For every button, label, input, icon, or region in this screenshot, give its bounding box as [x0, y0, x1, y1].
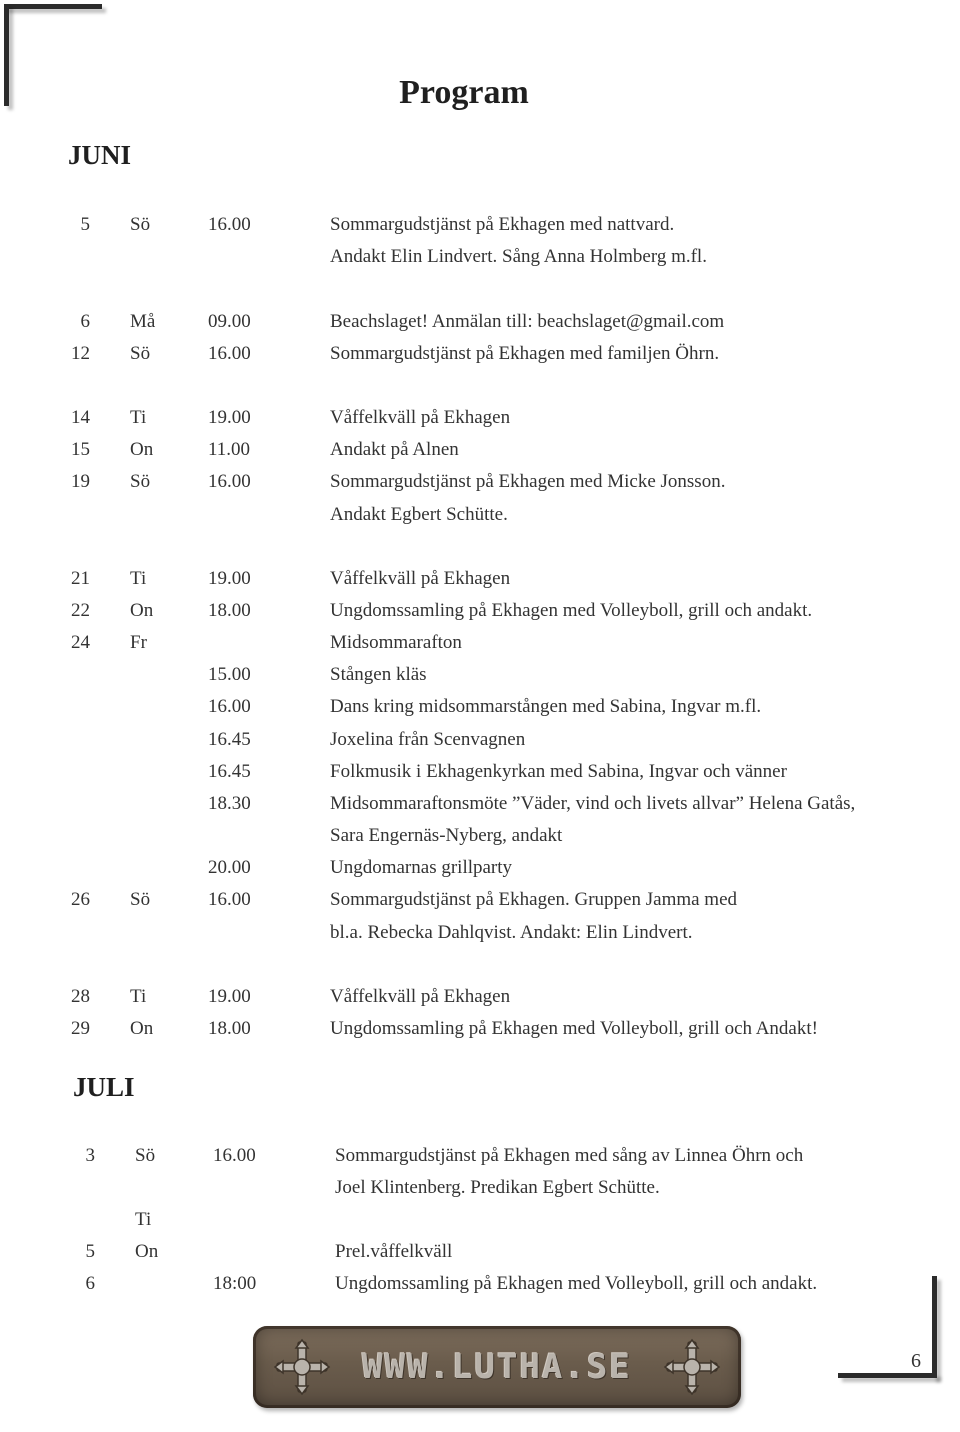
schedule-weekday: On: [130, 1018, 154, 1039]
schedule-time: 20.00: [208, 857, 251, 878]
schedule-row: [60, 434, 950, 466]
schedule-day: 29: [71, 1018, 90, 1039]
website-url: WWW.LUTHA.SE: [362, 1347, 632, 1387]
schedule-row: [60, 595, 950, 627]
month-heading-july: JULI: [73, 1072, 135, 1102]
schedule-weekday: Må: [130, 311, 156, 332]
schedule-text: Sommargudstjänst på Ekhagen med Micke Jonsson.: [330, 471, 726, 492]
schedule-text: Våffelkväll på Ekhagen: [330, 568, 511, 589]
schedule-row: [60, 627, 950, 659]
schedule-weekday: Fr: [130, 632, 147, 653]
schedule-time: 15.00: [208, 664, 251, 685]
schedule-row: [60, 724, 950, 756]
schedule-day: 24: [71, 632, 90, 653]
schedule-weekday: Sö: [135, 1145, 156, 1166]
schedule-row: [60, 981, 950, 1013]
schedule-day: 3: [85, 1145, 95, 1166]
schedule-time: 16.00: [208, 471, 251, 492]
schedule-weekday: Sö: [130, 889, 151, 910]
schedule-row: [60, 788, 950, 820]
corner-frame-bottom-right: [838, 1373, 937, 1378]
schedule-row: [60, 820, 950, 852]
schedule-text: Dans kring midsommarstången med Sabina, Ingvar m.fl.: [330, 696, 762, 717]
page-title: Program: [399, 74, 529, 111]
schedule-time: 16.00: [208, 696, 251, 717]
schedule-text: Sommargudstjänst på Ekhagen med familjen Öhrn.: [330, 343, 720, 364]
schedule-row: [60, 691, 950, 723]
schedule-day: 6: [80, 311, 90, 332]
schedule-time: 16.00: [208, 343, 251, 364]
schedule-text: Joxelina från Scenvagnen: [330, 729, 526, 750]
schedule-day: 6: [85, 1273, 95, 1294]
schedule-time: 16.00: [208, 889, 251, 910]
schedule-weekday: On: [130, 600, 154, 621]
schedule-weekday: Ti: [130, 568, 147, 589]
schedule-text: Sommargudstjänst på Ekhagen med sång av Linnea Öhrn och: [335, 1145, 804, 1166]
schedule-text: bl.a. Rebecka Dahlqvist. Andakt: Elin Lindvert.: [330, 922, 693, 943]
schedule-text: Midsommaraftonsmöte ”Väder, vind och livets allvar” Helena Gatås,: [330, 793, 856, 814]
schedule-time: 18.00: [208, 600, 251, 621]
schedule-weekday: On: [130, 439, 154, 460]
schedule-day: 15: [71, 439, 90, 460]
schedule-time: 16.00: [208, 214, 251, 235]
schedule-text: Folkmusik i Ekhagenkyrkan med Sabina, Ingvar och vänner: [330, 761, 787, 782]
schedule-row: [60, 756, 950, 788]
schedule-text: Våffelkväll på Ekhagen: [330, 407, 511, 428]
schedule-time: 19.00: [208, 986, 251, 1007]
schedule-text: Andakt Elin Lindvert. Sång Anna Holmberg m.fl.: [330, 246, 707, 267]
schedule-day: 5: [85, 1241, 95, 1262]
schedule-row: [65, 1172, 955, 1204]
schedule-weekday: Sö: [130, 343, 151, 364]
schedule-row: [65, 1268, 955, 1300]
schedule-day: 5: [80, 214, 90, 235]
schedule-text: Ungdomssamling på Ekhagen med Volleyboll, grill och Andakt!: [330, 1018, 818, 1039]
schedule-day: 22: [71, 600, 90, 621]
schedule-time: 19.00: [208, 407, 251, 428]
schedule-weekday: Ti: [135, 1209, 152, 1230]
schedule-row: [60, 338, 950, 370]
schedule-text: Sara Engernäs-Nyberg, andakt: [330, 825, 563, 846]
schedule-text: Joel Klintenberg. Predikan Egbert Schütte.: [335, 1177, 660, 1198]
schedule-time: 16.45: [208, 729, 251, 750]
schedule-text: Ungdomssamling på Ekhagen med Volleyboll, grill och andakt.: [330, 600, 813, 621]
schedule-time: 16.45: [208, 761, 251, 782]
schedule-time: 11.00: [208, 439, 251, 460]
website-banner: [253, 1326, 741, 1408]
schedule-text: Sommargudstjänst på Ekhagen. Gruppen Jamma med: [330, 889, 738, 910]
schedule-row: [60, 852, 950, 884]
corner-frame-bottom-right-vertical: [932, 1276, 937, 1378]
schedule-row: [60, 209, 950, 241]
schedule-row: [60, 466, 950, 498]
page-number: 6: [911, 1350, 921, 1372]
schedule-row: [60, 499, 950, 531]
corner-frame-top-left: [4, 4, 102, 9]
schedule-text: Ungdomssamling på Ekhagen med Volleyboll, grill och andakt.: [335, 1273, 818, 1294]
schedule-day: 12: [71, 343, 90, 364]
schedule-time: 09.00: [208, 311, 251, 332]
schedule-time: 18.30: [208, 793, 251, 814]
schedule-row: [60, 402, 950, 434]
cross-icon: [663, 1338, 721, 1396]
schedule-text: Sommargudstjänst på Ekhagen med nattvard.: [330, 214, 675, 235]
schedule-day: 19: [71, 471, 90, 492]
schedule-time: 18:00: [213, 1273, 257, 1294]
schedule-weekday: On: [135, 1241, 159, 1262]
schedule-day: 26: [71, 889, 90, 910]
schedule-row: [60, 659, 950, 691]
schedule-text: Andakt Egbert Schütte.: [330, 504, 508, 525]
schedule-day: 21: [71, 568, 90, 589]
schedule-day: 14: [71, 407, 90, 428]
schedule-row: [60, 241, 950, 273]
schedule-weekday: Sö: [130, 471, 151, 492]
schedule-row: [65, 1236, 955, 1268]
schedule-row: [65, 1140, 955, 1172]
cross-icon: [273, 1338, 331, 1396]
schedule-time: 16.00: [213, 1145, 256, 1166]
schedule-text: Andakt på Alnen: [330, 439, 459, 460]
schedule-text: Stången kläs: [330, 664, 427, 685]
schedule-time: 19.00: [208, 568, 251, 589]
schedule-weekday: Sö: [130, 214, 151, 235]
schedule-row: [60, 917, 950, 949]
schedule-time: 18.00: [208, 1018, 251, 1039]
schedule-row: [65, 1204, 955, 1236]
schedule-text: Våffelkväll på Ekhagen: [330, 986, 511, 1007]
schedule-weekday: Ti: [130, 407, 147, 428]
schedule-row: [60, 563, 950, 595]
schedule-text: Beachslaget! Anmälan till: beachslaget@gmail.com: [330, 311, 725, 332]
schedule-day: 28: [71, 986, 90, 1007]
schedule-text: Prel.våffelkväll: [335, 1241, 453, 1262]
month-heading-june: JUNI: [68, 140, 132, 170]
schedule-row: [60, 1013, 950, 1045]
schedule-text: Ungdomarnas grillparty: [330, 857, 513, 878]
schedule-weekday: Ti: [130, 986, 147, 1007]
schedule-text: Midsommarafton: [330, 632, 462, 653]
schedule-row: [60, 884, 950, 916]
schedule-row: [60, 306, 950, 338]
